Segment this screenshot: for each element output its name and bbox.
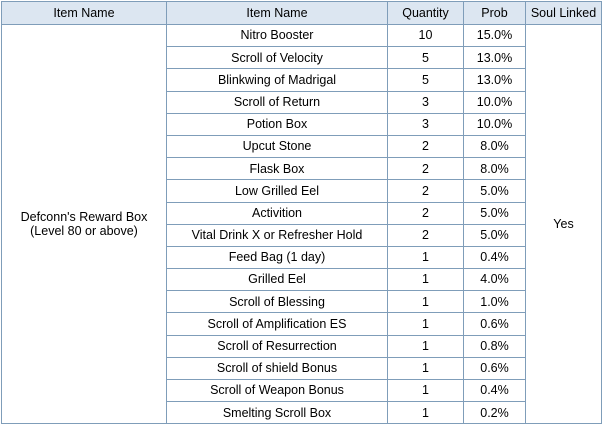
item-name-cell: Vital Drink X or Refresher Hold	[167, 224, 388, 246]
table-row	[2, 25, 602, 47]
quantity-cell: 2	[388, 158, 464, 180]
column-header-quantity: Quantity	[388, 2, 464, 25]
item-name-cell: Blinkwing of Madrigal	[167, 69, 388, 91]
box-name-line-2: (Level 80 or above)	[30, 224, 138, 239]
item-name-cell: Activition	[167, 202, 388, 224]
prob-cell: 15.0%	[464, 25, 526, 47]
quantity-cell: 3	[388, 113, 464, 135]
quantity-cell: 2	[388, 202, 464, 224]
quantity-cell: 5	[388, 47, 464, 69]
quantity-cell: 1	[388, 357, 464, 379]
header-row	[2, 2, 602, 25]
column-header-item-name: Item Name	[167, 2, 388, 25]
quantity-cell: 1	[388, 291, 464, 313]
item-name-cell: Scroll of Resurrection	[167, 335, 388, 357]
item-name-cell: Potion Box	[167, 113, 388, 135]
prob-cell: 0.8%	[464, 335, 526, 357]
quantity-cell: 1	[388, 380, 464, 402]
item-name-cell: Low Grilled Eel	[167, 180, 388, 202]
item-name-cell: Nitro Booster	[167, 25, 388, 47]
quantity-cell: 1	[388, 335, 464, 357]
item-name-cell: Scroll of Return	[167, 91, 388, 113]
item-name-cell: Feed Bag (1 day)	[167, 246, 388, 268]
item-name-cell: Scroll of Weapon Bonus	[167, 380, 388, 402]
item-name-cell: Scroll of Velocity	[167, 47, 388, 69]
quantity-cell: 1	[388, 402, 464, 424]
prob-cell: 5.0%	[464, 224, 526, 246]
item-name-cell: Scroll of Amplification ES	[167, 313, 388, 335]
prob-cell: 13.0%	[464, 47, 526, 69]
quantity-cell: 5	[388, 69, 464, 91]
quantity-cell: 1	[388, 313, 464, 335]
column-header-soul-linked: Soul Linked	[526, 2, 602, 25]
item-name-cell: Flask Box	[167, 158, 388, 180]
column-header-prob: Prob	[464, 2, 526, 25]
prob-cell: 0.6%	[464, 357, 526, 379]
prob-cell: 10.0%	[464, 113, 526, 135]
prob-cell: 10.0%	[464, 91, 526, 113]
table-header	[2, 2, 602, 25]
quantity-cell: 2	[388, 135, 464, 157]
box-name-cell	[2, 25, 167, 424]
quantity-cell: 1	[388, 269, 464, 291]
item-name-cell: Grilled Eel	[167, 269, 388, 291]
box-name-line-1: Defconn's Reward Box	[20, 209, 148, 224]
prob-cell: 13.0%	[464, 69, 526, 91]
quantity-cell: 2	[388, 224, 464, 246]
prob-cell: 0.6%	[464, 313, 526, 335]
prob-cell: 1.0%	[464, 291, 526, 313]
table-body	[2, 25, 602, 424]
prob-cell: 5.0%	[464, 202, 526, 224]
prob-cell: 8.0%	[464, 135, 526, 157]
item-name-cell: Smelting Scroll Box	[167, 402, 388, 424]
item-name-cell: Upcut Stone	[167, 135, 388, 157]
item-name-cell: Scroll of shield Bonus	[167, 357, 388, 379]
quantity-cell: 2	[388, 180, 464, 202]
prob-cell: 0.4%	[464, 246, 526, 268]
soul-linked-cell: Yes	[526, 25, 602, 424]
item-name-cell: Scroll of Blessing	[167, 291, 388, 313]
loot-table	[1, 1, 602, 424]
prob-cell: 5.0%	[464, 180, 526, 202]
prob-cell: 0.2%	[464, 402, 526, 424]
prob-cell: 8.0%	[464, 158, 526, 180]
quantity-cell: 10	[388, 25, 464, 47]
prob-cell: 4.0%	[464, 269, 526, 291]
prob-cell: 0.4%	[464, 380, 526, 402]
quantity-cell: 3	[388, 91, 464, 113]
quantity-cell: 1	[388, 246, 464, 268]
column-header-box-name: Item Name	[2, 2, 167, 25]
